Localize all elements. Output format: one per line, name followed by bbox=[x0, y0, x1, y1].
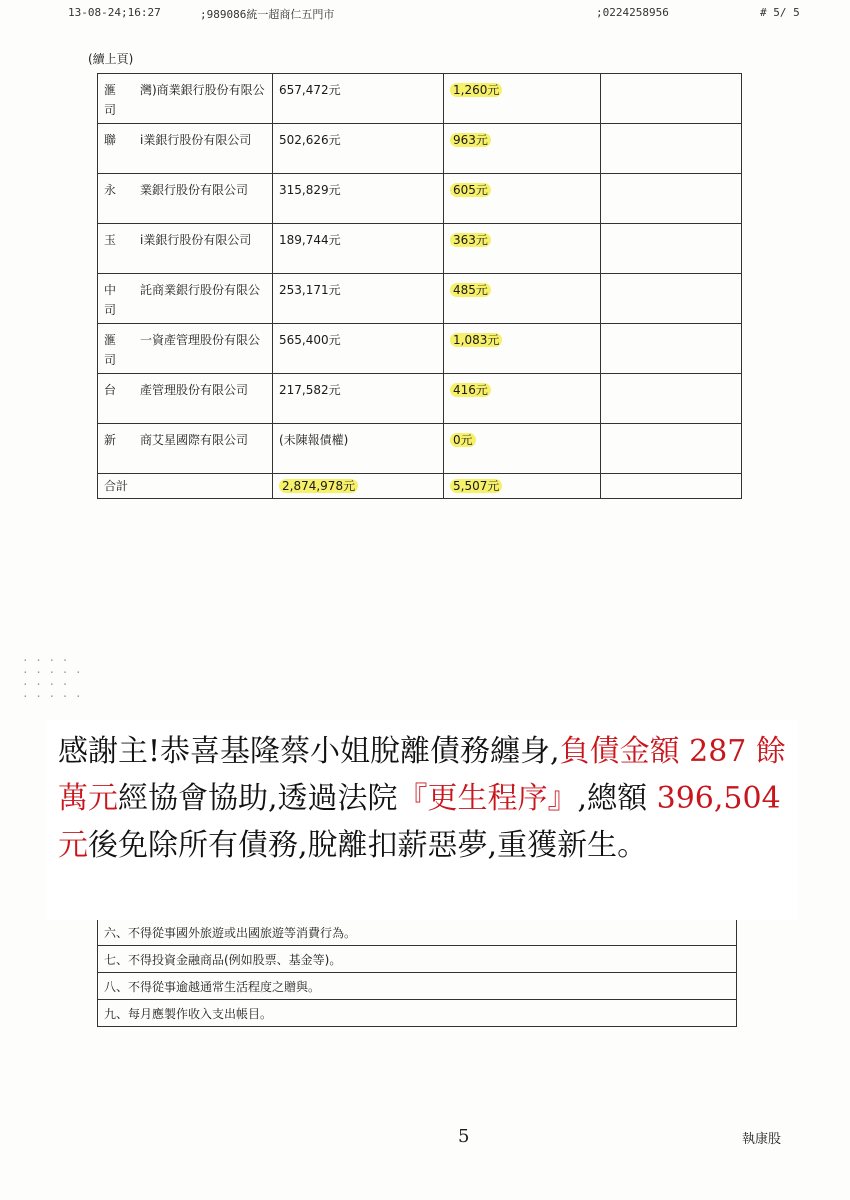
total-amount: 2,874,978元 bbox=[279, 479, 358, 493]
payment-cell: 605元 bbox=[450, 183, 491, 197]
total-row bbox=[98, 474, 742, 499]
rule-row bbox=[98, 946, 737, 973]
payment-cell: 0元 bbox=[450, 433, 476, 447]
table-row bbox=[98, 374, 742, 424]
payment-cell: 363元 bbox=[450, 233, 491, 247]
table-row bbox=[98, 174, 742, 224]
payment-cell: 963元 bbox=[450, 133, 491, 147]
rule-text: 八、不得從事逾越通常生活程度之贈與。 bbox=[98, 973, 737, 1000]
fax-sender: ;989086統一超商仁五門市 bbox=[200, 8, 335, 21]
total-label: 合計 bbox=[98, 474, 273, 499]
rules-table bbox=[97, 918, 737, 1027]
total-payment: 5,507元 bbox=[450, 479, 502, 493]
banner-text-1: 感謝主!恭喜基隆蔡小姐脫離債務纏身, bbox=[58, 734, 560, 769]
amount-cell: 253,171元 bbox=[279, 283, 341, 297]
creditor-cell: 中 託商業銀行股份有限公司 bbox=[104, 283, 261, 317]
payment-cell: 1,083元 bbox=[450, 333, 502, 347]
creditor-cell: 永 業銀行股份有限公司 bbox=[104, 183, 249, 197]
creditor-cell: 新 商艾星國際有限公司 bbox=[104, 433, 249, 447]
banner-text-3: ,總額 bbox=[577, 781, 657, 816]
table-row bbox=[98, 124, 742, 174]
amount-cell: 315,829元 bbox=[279, 183, 341, 197]
amount-cell: (未陳報債權) bbox=[279, 433, 349, 447]
table-row bbox=[98, 424, 742, 474]
continued-label: (續上頁) bbox=[88, 52, 134, 66]
creditor-cell: 聯 i業銀行股份有限公司 bbox=[104, 133, 252, 147]
payment-cell: 485元 bbox=[450, 283, 491, 297]
rule-text: 六、不得從事國外旅遊或出國旅遊等消費行為。 bbox=[98, 919, 737, 946]
banner-procedure: 『更生程序』 bbox=[397, 781, 578, 816]
total-note bbox=[601, 474, 742, 499]
banner-debt-amount: 負債金額 287 餘萬元 bbox=[58, 734, 786, 816]
rule-row bbox=[98, 919, 737, 946]
table-row bbox=[98, 224, 742, 274]
amount-cell: 502,626元 bbox=[279, 133, 341, 147]
rule-text: 九、每月應製作收入支出帳目。 bbox=[98, 1000, 737, 1027]
amount-cell: 217,582元 bbox=[279, 383, 341, 397]
amount-cell: 657,472元 bbox=[279, 83, 341, 97]
amount-cell: 565,400元 bbox=[279, 333, 341, 347]
fax-phone: ;0224258956 bbox=[596, 6, 669, 19]
fax-datetime: 13-08-24;16:27 bbox=[68, 6, 161, 19]
payment-cell: 416元 bbox=[450, 383, 491, 397]
scan-noise: · · · · · · · · · · · · · · · · · · bbox=[22, 654, 82, 703]
amount-cell: 189,744元 bbox=[279, 233, 341, 247]
creditor-cell: 滙 灣)商業銀行股份有限公司 bbox=[104, 83, 265, 117]
rule-row bbox=[98, 973, 737, 1000]
page-number: 5 bbox=[458, 1126, 470, 1147]
table-row bbox=[98, 74, 742, 124]
creditor-cell: 滙 一資產管理股份有限公司 bbox=[104, 333, 261, 367]
testimonial-banner bbox=[46, 720, 798, 920]
fax-page: # 5/ 5 bbox=[760, 6, 800, 19]
department-label: 執康股 bbox=[742, 1132, 782, 1147]
creditor-cell: 台 產管理股份有限公司 bbox=[104, 383, 249, 397]
table-row bbox=[98, 274, 742, 324]
rule-text: 七、不得投資金融商品(例如股票、基金等)。 bbox=[98, 946, 737, 973]
debt-table bbox=[97, 73, 742, 499]
banner-total: 396,504 元 bbox=[58, 781, 781, 863]
banner-text-2: 經協會協助,透過法院 bbox=[118, 781, 398, 816]
payment-cell: 1,260元 bbox=[450, 83, 502, 97]
creditor-cell: 玉 i業銀行股份有限公司 bbox=[104, 233, 252, 247]
banner-text-4: 後免除所有債務,脫離扣薪惡夢,重獲新生。 bbox=[88, 828, 648, 863]
rule-row bbox=[98, 1000, 737, 1027]
table-row bbox=[98, 324, 742, 374]
